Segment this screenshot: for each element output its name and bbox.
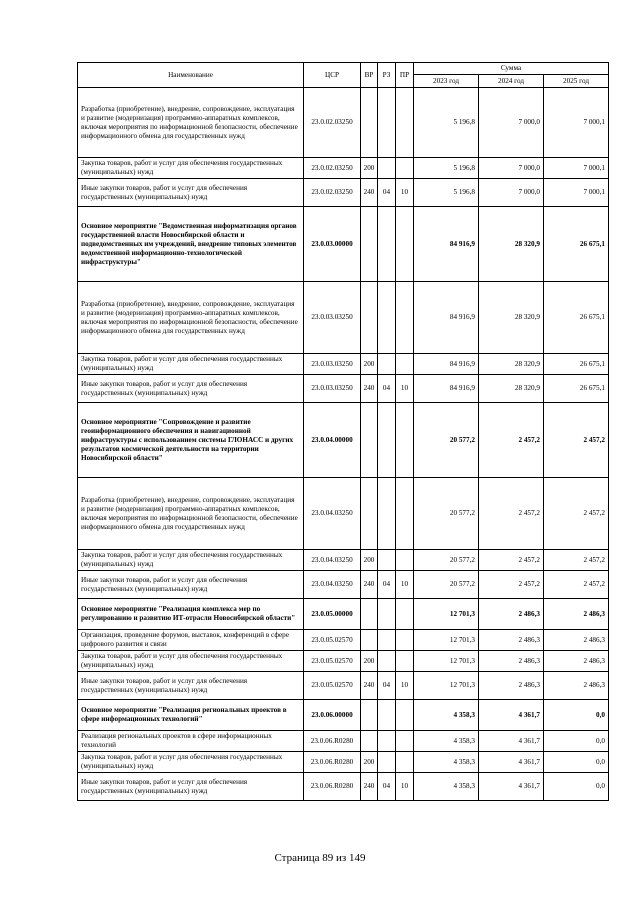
row-pr-cell	[396, 158, 414, 179]
row-2024-cell: 2 486,3	[479, 630, 544, 651]
row-csr-cell: 23.0.03.03250	[304, 354, 361, 375]
row-2025-cell: 26 675,1	[544, 207, 609, 282]
row-vr-cell: 200	[361, 651, 378, 672]
row-name-cell: Закупка товаров, работ и услуг для обеспечения государственных (муниципальных) нужд	[78, 354, 304, 375]
row-2023-cell: 84 916,9	[414, 207, 479, 282]
row-2023-cell: 12 701,3	[414, 672, 479, 700]
row-vr-cell	[361, 403, 378, 478]
table-header	[78, 63, 609, 88]
table-row	[78, 630, 609, 651]
budget-table-container	[77, 62, 608, 801]
row-2023-cell: 4 358,3	[414, 752, 479, 773]
row-2023-cell: 20 577,2	[414, 403, 479, 478]
row-vr-cell: 240	[361, 571, 378, 599]
table-row	[78, 207, 609, 282]
row-pr-cell	[396, 88, 414, 158]
row-2024-cell: 2 457,2	[479, 403, 544, 478]
row-2024-cell: 4 361,7	[479, 752, 544, 773]
row-pr-cell	[396, 207, 414, 282]
row-2024-cell: 2 486,3	[479, 672, 544, 700]
row-2023-cell: 5 196,8	[414, 179, 479, 207]
row-pr-cell: 10	[396, 375, 414, 403]
row-rz-cell: 04	[378, 179, 396, 207]
row-csr-cell: 23.0.03.00000	[304, 207, 361, 282]
row-pr-cell	[396, 599, 414, 630]
row-pr-cell: 10	[396, 571, 414, 599]
row-2025-cell: 0,0	[544, 773, 609, 801]
row-vr-cell	[361, 88, 378, 158]
row-csr-cell: 23.0.06.R0280	[304, 752, 361, 773]
table-row	[78, 651, 609, 672]
row-csr-cell: 23.0.03.03250	[304, 282, 361, 354]
row-vr-cell: 240	[361, 179, 378, 207]
row-vr-cell	[361, 207, 378, 282]
row-2023-cell: 84 916,9	[414, 282, 479, 354]
row-2023-cell: 4 358,3	[414, 700, 479, 731]
table-row	[78, 731, 609, 752]
row-pr-cell	[396, 478, 414, 550]
row-2023-cell: 20 577,2	[414, 478, 479, 550]
row-csr-cell: 23.0.03.03250	[304, 375, 361, 403]
table-row	[78, 478, 609, 550]
row-2023-cell: 4 358,3	[414, 731, 479, 752]
row-name-cell: Иные закупки товаров, работ и услуг для обеспечения государственных (муниципальных) нужд	[78, 672, 304, 700]
row-rz-cell	[378, 158, 396, 179]
row-pr-cell	[396, 700, 414, 731]
row-rz-cell	[378, 478, 396, 550]
row-2025-cell: 7 000,1	[544, 158, 609, 179]
row-csr-cell: 23.0.06.00000	[304, 700, 361, 731]
row-vr-cell	[361, 700, 378, 731]
table-row	[78, 752, 609, 773]
row-2025-cell: 2 486,3	[544, 672, 609, 700]
row-2025-cell: 2 457,2	[544, 571, 609, 599]
row-vr-cell: 240	[361, 773, 378, 801]
row-rz-cell	[378, 282, 396, 354]
row-pr-cell: 10	[396, 672, 414, 700]
row-rz-cell	[378, 354, 396, 375]
row-name-cell: Организация, проведение форумов, выставок, конференций в сфере цифрового развития и связи	[78, 630, 304, 651]
table-row	[78, 88, 609, 158]
row-rz-cell	[378, 207, 396, 282]
row-vr-cell: 200	[361, 752, 378, 773]
row-rz-cell	[378, 403, 396, 478]
row-2024-cell: 2 457,2	[479, 550, 544, 571]
row-name-cell: Закупка товаров, работ и услуг для обеспечения государственных (муниципальных) нужд	[78, 158, 304, 179]
row-name-cell: Закупка товаров, работ и услуг для обеспечения государственных (муниципальных) нужд	[78, 651, 304, 672]
row-2023-cell: 84 916,9	[414, 354, 479, 375]
row-pr-cell: 10	[396, 773, 414, 801]
row-csr-cell: 23.0.05.02570	[304, 672, 361, 700]
row-name-cell: Основное мероприятие "Реализация комплекса мер по регулированию и развитию ИТ-отрасли Новосибирской области"	[78, 599, 304, 630]
row-2024-cell: 4 361,7	[479, 700, 544, 731]
row-csr-cell: 23.0.05.02570	[304, 630, 361, 651]
header-sum: Сумма	[414, 63, 609, 75]
row-2024-cell: 28 320,9	[479, 354, 544, 375]
row-2023-cell: 12 701,3	[414, 599, 479, 630]
header-name: Наименование	[78, 63, 304, 88]
row-2024-cell: 7 000,0	[479, 179, 544, 207]
row-rz-cell	[378, 731, 396, 752]
row-vr-cell	[361, 731, 378, 752]
row-2024-cell: 4 361,7	[479, 773, 544, 801]
row-2024-cell: 7 000,0	[479, 158, 544, 179]
header-2025: 2025 год	[544, 75, 609, 88]
row-rz-cell: 04	[378, 672, 396, 700]
row-2023-cell: 20 577,2	[414, 550, 479, 571]
row-csr-cell: 23.0.06.R0280	[304, 773, 361, 801]
row-2024-cell: 28 320,9	[479, 375, 544, 403]
row-vr-cell	[361, 282, 378, 354]
row-2024-cell: 2 457,2	[479, 571, 544, 599]
row-2024-cell: 28 320,9	[479, 282, 544, 354]
table-row	[78, 403, 609, 478]
row-name-cell: Разработка (приобретение), внедрение, сопровождение, эксплуатация и развитие (модернизация) программно-аппаратных комплексов, включая мероприятия по информационной безопасности, обеспечение информационного обмена для государственных нужд	[78, 282, 304, 354]
row-name-cell: Иные закупки товаров, работ и услуг для обеспечения государственных (муниципальных) нужд	[78, 179, 304, 207]
row-name-cell: Иные закупки товаров, работ и услуг для обеспечения государственных (муниципальных) нужд	[78, 571, 304, 599]
table-row	[78, 700, 609, 731]
row-vr-cell	[361, 630, 378, 651]
header-vr: ВР	[361, 63, 378, 88]
header-2024: 2024 год	[479, 75, 544, 88]
row-2024-cell: 4 361,7	[479, 731, 544, 752]
row-2025-cell: 2 457,2	[544, 403, 609, 478]
row-2025-cell: 2 486,3	[544, 630, 609, 651]
row-csr-cell: 23.0.06.R0280	[304, 731, 361, 752]
row-csr-cell: 23.0.05.00000	[304, 599, 361, 630]
row-name-cell: Разработка (приобретение), внедрение, сопровождение, эксплуатация и развитие (модернизация) программно-аппаратных комплексов, включая мероприятия по информационной безопасности, обеспечение информационного обмена для государственных нужд	[78, 88, 304, 158]
row-pr-cell	[396, 630, 414, 651]
row-csr-cell: 23.0.05.02570	[304, 651, 361, 672]
row-rz-cell	[378, 599, 396, 630]
row-csr-cell: 23.0.02.03250	[304, 158, 361, 179]
row-rz-cell	[378, 651, 396, 672]
row-vr-cell: 200	[361, 550, 378, 571]
row-csr-cell: 23.0.02.03250	[304, 179, 361, 207]
row-csr-cell: 23.0.04.00000	[304, 403, 361, 478]
row-rz-cell	[378, 88, 396, 158]
row-rz-cell	[378, 630, 396, 651]
table-row	[78, 672, 609, 700]
row-name-cell: Основное мероприятие "Сопровождение и развитие геоинформационного обеспечения и навигационной инфраструктуры с использованием системы ГЛОНАСС и других результатов космической деятельности на территории Новосибирской области"	[78, 403, 304, 478]
row-2025-cell: 26 675,1	[544, 375, 609, 403]
table-body	[78, 88, 609, 801]
row-2025-cell: 2 457,2	[544, 550, 609, 571]
row-2023-cell: 12 701,3	[414, 630, 479, 651]
row-vr-cell: 240	[361, 375, 378, 403]
header-csr: ЦСР	[304, 63, 361, 88]
table-row	[78, 571, 609, 599]
row-rz-cell	[378, 752, 396, 773]
row-2025-cell: 0,0	[544, 731, 609, 752]
row-name-cell: Основное мероприятие "Реализация региональных проектов в сфере информационных технологий"	[78, 700, 304, 731]
row-pr-cell	[396, 731, 414, 752]
table-row	[78, 354, 609, 375]
row-2025-cell: 26 675,1	[544, 354, 609, 375]
table-row	[78, 599, 609, 630]
row-vr-cell: 240	[361, 672, 378, 700]
row-vr-cell	[361, 599, 378, 630]
row-2025-cell: 0,0	[544, 700, 609, 731]
row-2023-cell: 12 701,3	[414, 651, 479, 672]
row-name-cell: Закупка товаров, работ и услуг для обеспечения государственных (муниципальных) нужд	[78, 752, 304, 773]
row-pr-cell	[396, 651, 414, 672]
row-pr-cell	[396, 282, 414, 354]
row-csr-cell: 23.0.02.03250	[304, 88, 361, 158]
row-vr-cell	[361, 478, 378, 550]
row-pr-cell	[396, 354, 414, 375]
row-2024-cell: 2 486,3	[479, 651, 544, 672]
row-rz-cell: 04	[378, 773, 396, 801]
budget-table	[77, 62, 609, 801]
row-name-cell: Иные закупки товаров, работ и услуг для обеспечения государственных (муниципальных) нужд	[78, 375, 304, 403]
row-2024-cell: 2 457,2	[479, 478, 544, 550]
row-csr-cell: 23.0.04.03250	[304, 550, 361, 571]
row-name-cell: Разработка (приобретение), внедрение, сопровождение, эксплуатация и развитие (модернизация) программно-аппаратных комплексов, включая мероприятия по информационной безопасности, обеспечение информационного обмена для государственных нужд	[78, 478, 304, 550]
row-vr-cell: 200	[361, 158, 378, 179]
row-pr-cell	[396, 752, 414, 773]
row-2023-cell: 84 916,9	[414, 375, 479, 403]
table-row	[78, 179, 609, 207]
row-rz-cell: 04	[378, 375, 396, 403]
row-csr-cell: 23.0.04.03250	[304, 478, 361, 550]
row-2023-cell: 4 358,3	[414, 773, 479, 801]
row-vr-cell: 200	[361, 354, 378, 375]
row-csr-cell: 23.0.04.03250	[304, 571, 361, 599]
table-row	[78, 158, 609, 179]
row-2025-cell: 7 000,1	[544, 179, 609, 207]
row-pr-cell: 10	[396, 179, 414, 207]
row-name-cell: Реализация региональных проектов в сфере информационных технологий	[78, 731, 304, 752]
row-name-cell: Основное мероприятие "Ведомственная информатизация органов государственной власти Новосибирской области и подведомственных им учреждений, внедрение типовых элементов ведомственной информационно-технологической инфраструктуры"	[78, 207, 304, 282]
row-2024-cell: 28 320,9	[479, 207, 544, 282]
header-pr: ПР	[396, 63, 414, 88]
table-row	[78, 282, 609, 354]
row-2025-cell: 0,0	[544, 752, 609, 773]
row-2023-cell: 20 577,2	[414, 571, 479, 599]
row-pr-cell	[396, 550, 414, 571]
row-rz-cell: 04	[378, 571, 396, 599]
page-footer: Страница 89 из 149	[274, 852, 366, 864]
row-2025-cell: 2 486,3	[544, 651, 609, 672]
row-2023-cell: 5 196,8	[414, 88, 479, 158]
row-2025-cell: 2 457,2	[544, 478, 609, 550]
row-rz-cell	[378, 550, 396, 571]
row-pr-cell	[396, 403, 414, 478]
row-2025-cell: 7 000,1	[544, 88, 609, 158]
header-rz: РЗ	[378, 63, 396, 88]
table-row	[78, 375, 609, 403]
row-rz-cell	[378, 700, 396, 731]
row-name-cell: Закупка товаров, работ и услуг для обеспечения государственных (муниципальных) нужд	[78, 550, 304, 571]
row-2023-cell: 5 196,8	[414, 158, 479, 179]
header-2023: 2023 год	[414, 75, 479, 88]
row-name-cell: Иные закупки товаров, работ и услуг для обеспечения государственных (муниципальных) нужд	[78, 773, 304, 801]
table-row	[78, 773, 609, 801]
table-row	[78, 550, 609, 571]
row-2025-cell: 26 675,1	[544, 282, 609, 354]
row-2024-cell: 7 000,0	[479, 88, 544, 158]
row-2025-cell: 2 486,3	[544, 599, 609, 630]
row-2024-cell: 2 486,3	[479, 599, 544, 630]
